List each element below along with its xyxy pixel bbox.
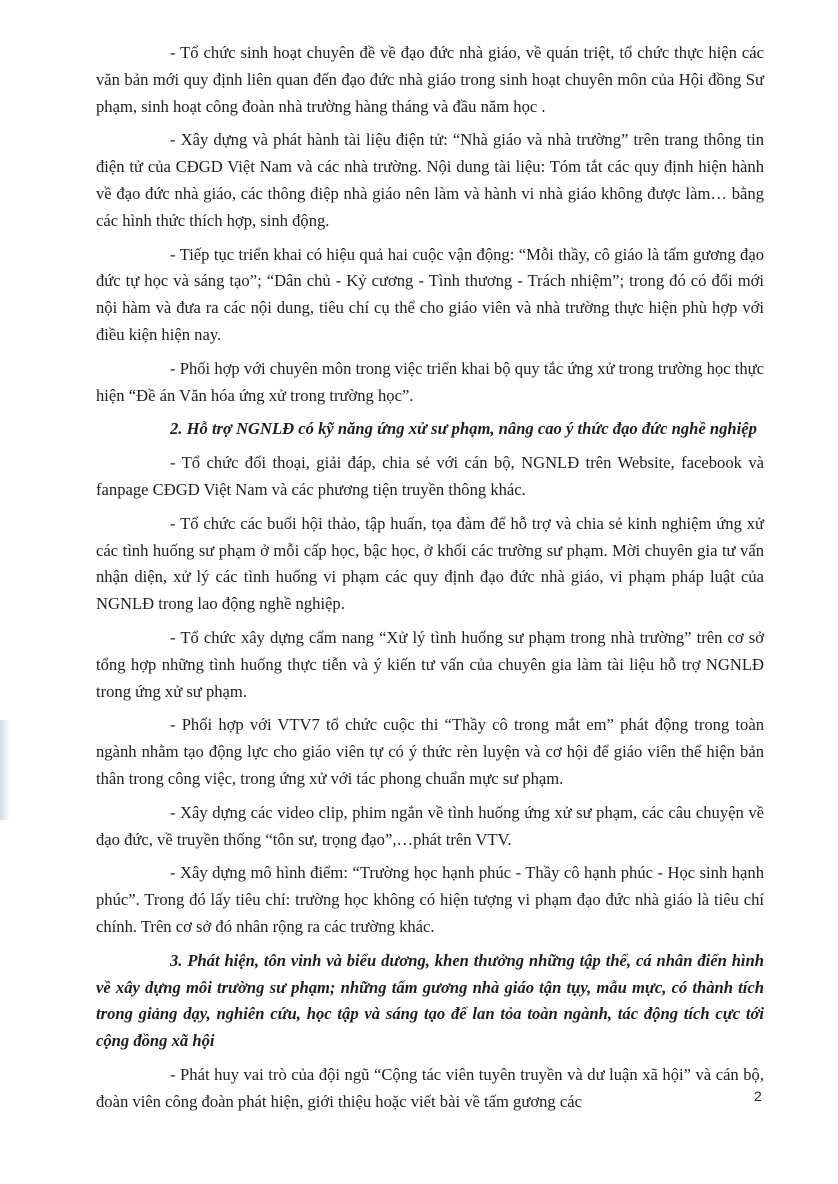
paragraph-11: - Phát huy vai trò của đội ngũ “Cộng tác viên tuyên truyền và dư luận xã hội” và cán bộ, đoàn viên công đoàn phát hiện, giới thiệu hoặc viết bài về tấm gương các [96,1064,764,1111]
page-content [96,40,764,1122]
scan-edge-shadow [0,720,10,820]
section-heading-2: 2. Hỗ trợ NGNLĐ có kỹ năng ứng xử sư phạm, nâng cao ý thức đạo đức nghề nghiệp [170,419,757,439]
paragraph-1: - Tổ chức sinh hoạt chuyên đề về đạo đức nhà giáo, về quán triệt, tổ chức thực hiện các văn bản mới quy định liên quan đến đạo đức nhà giáo trong sinh hoạt chuyên môn của Hội đồng Sư phạm, sinh hoạt công đoàn nhà trường hàng tháng và đầu năm học . [96,43,764,116]
paragraph-2: - Xây dựng và phát hành tài liệu điện tử: “Nhà giáo và nhà trường” trên trang thông tin điện tử của CĐGD Việt Nam và các nhà trường. Nội dung tài liệu: Tóm tắt các quy định hiện hành về đạo đức nhà giáo, các thông điệp nhà giáo nên làm và hành vi nhà giáo không được làm… bằng các hình thức thích hợp, sinh động. [96,130,764,230]
paragraph-8: - Phối hợp với VTV7 tổ chức cuộc thi “Thầy cô trong mắt em” phát động trong toàn ngành nhằm tạo động lực cho giáo viên tự có ý thức rèn luyện và cơ hội để giáo viên thể hiện bản thân trong công việc, trong ứng xử với tác phong chuẩn mực sư phạm. [96,715,764,788]
section-heading-3: 3. Phát hiện, tôn vinh và biểu dương, khen thưởng những tập thể, cá nhân điển hình về xây dựng môi trường sư phạm; những tấm gương nhà giáo tận tụy, mẫu mực, có thành tích trong giảng dạy, nghiên cứu, học tập và sáng tạo để lan tỏa toàn ngành, tác động tích cực tới cộng đồng xã hội [96,950,764,1051]
paragraph-9: - Xây dựng các video clip, phim ngắn về tình huống ứng xử sư phạm, các câu chuyện về đạo đức, về truyền thống “tôn sư, trọng đạo”,…phát trên VTV. [96,802,764,849]
paragraph-10: - Xây dựng mô hình điểm: “Trường học hạnh phúc - Thầy cô hạnh phúc - Học sinh hạnh phúc”. Trong đó lấy tiêu chí: trường học không có hiện tượng vi phạm đạo đức nhà giáo là tiêu chí chính. Trên cơ sở đó nhân rộng ra các trường khác. [96,863,764,936]
paragraph-3: - Tiếp tục triển khai có hiệu quả hai cuộc vận động: “Mỗi thầy, cô giáo là tấm gương đạo đức tự học và sáng tạo”; “Dân chủ - Kỷ cương - Tình thương - Trách nhiệm”; trong đó có đổi mới nội hàm và đưa ra các nội dung, tiêu chí cụ thể cho giáo viên và nhà trường thực hiện phù hợp với điều kiện hiện nay. [96,244,764,344]
paragraph-5: - Tổ chức đối thoại, giải đáp, chia sẻ với cán bộ, NGNLĐ trên Website, facebook và fanpage CĐGD Việt Nam và các phương tiện truyền thông khác. [96,453,764,499]
paragraph-6: - Tổ chức các buổi hội thảo, tập huấn, tọa đàm để hỗ trợ và chia sẻ kinh nghiệm ứng xử các tình huống sư phạm ở mỗi cấp học, bậc học, ở khối các trường sư phạm. Mời chuyên gia tư vấn nhận diện, xử lý các tình huống vi phạm các quy định đạo đức nhà giáo, vi phạm pháp luật của NGNLĐ trong lao động nghề nghiệp. [96,513,764,614]
page-number: 2 [754,1088,762,1104]
paragraph-4: - Phối hợp với chuyên môn trong việc triển khai bộ quy tắc ứng xử trong trường học thực hiện “Đề án Văn hóa ứng xử trong trường học”. [96,358,764,405]
paragraph-7: - Tổ chức xây dựng cẩm nang “Xử lý tình huống sư phạm trong nhà trường” trên cơ sở tổng hợp những tình huống thực tiễn và ý kiến tư vấn của chuyên gia làm tài liệu hỗ trợ NGNLĐ trong ứng xử sư phạm. [96,627,764,701]
